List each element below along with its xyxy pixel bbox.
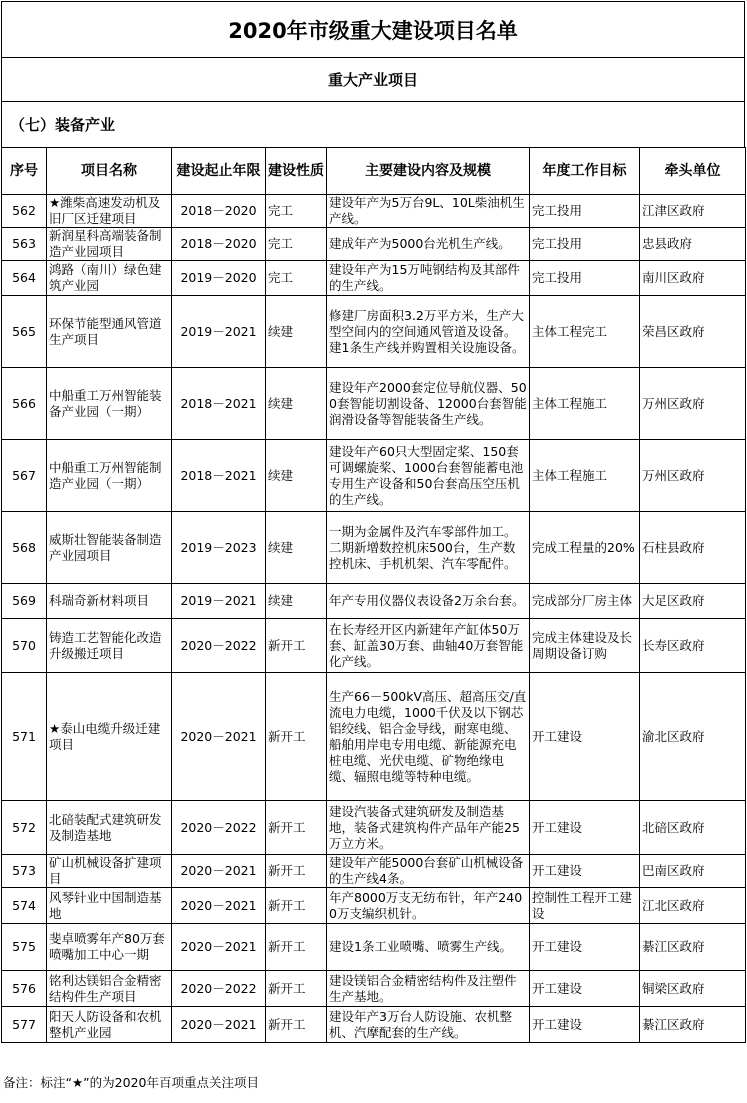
row-no: 566 xyxy=(2,368,47,440)
row-period: 2019－2023 xyxy=(172,512,266,584)
row-unit: 南川区政府 xyxy=(640,261,746,296)
row-content: 建设年产能5000台套矿山机械设备的生产线4条。 xyxy=(327,855,530,888)
row-goal: 完工投用 xyxy=(530,261,640,296)
row-unit: 巴南区政府 xyxy=(640,855,746,888)
row-nature: 新开工 xyxy=(266,801,327,855)
row-nature: 完工 xyxy=(266,261,327,296)
row-no: 571 xyxy=(2,673,47,801)
row-nature: 续建 xyxy=(266,440,327,512)
row-goal: 主体工程完工 xyxy=(530,296,640,368)
row-unit: 綦江区政府 xyxy=(640,1007,746,1043)
header-no: 序号 xyxy=(2,148,47,195)
row-nature: 新开工 xyxy=(266,971,327,1007)
row-name: 鸿路（南川）绿色建筑产业园 xyxy=(47,261,172,296)
project-table xyxy=(1,147,746,1043)
table-row xyxy=(2,368,746,440)
row-period: 2020－2021 xyxy=(172,673,266,801)
row-period: 2019－2021 xyxy=(172,296,266,368)
row-unit: 荣昌区政府 xyxy=(640,296,746,368)
row-period: 2020－2021 xyxy=(172,855,266,888)
row-no: 576 xyxy=(2,971,47,1007)
row-unit: 长寿区政府 xyxy=(640,619,746,673)
project-list-sheet xyxy=(1,1,745,1043)
row-goal: 完成工程量的20% xyxy=(530,512,640,584)
row-content: 建成年产为5000台光机生产线。 xyxy=(327,228,530,261)
row-nature: 新开工 xyxy=(266,1007,327,1043)
row-content: 一期为金属件及汽车零部件加工。二期新增数控机床500台，生产数控机床、手机机架、汽车零配件。 xyxy=(327,512,530,584)
row-goal: 完工投用 xyxy=(530,195,640,228)
row-nature: 续建 xyxy=(266,584,327,619)
row-content: 修建厂房面积3.2万平方米，生产大型空间内的空间通风管道及设备。建1条生产线并购置相关设施设备。 xyxy=(327,296,530,368)
row-name: 威斯壮智能装备制造产业园项目 xyxy=(47,512,172,584)
row-period: 2020－2022 xyxy=(172,971,266,1007)
table-row xyxy=(2,228,746,261)
row-no: 572 xyxy=(2,801,47,855)
row-no: 570 xyxy=(2,619,47,673)
row-content: 建设镁铝合金精密结构件及注塑件生产基地。 xyxy=(327,971,530,1007)
row-no: 575 xyxy=(2,924,47,971)
row-period: 2018－2021 xyxy=(172,368,266,440)
row-unit: 江津区政府 xyxy=(640,195,746,228)
row-goal: 开工建设 xyxy=(530,801,640,855)
row-content: 在长寿经开区内新建年产缸体50万套、缸盖30万套、曲轴40万套智能化产线。 xyxy=(327,619,530,673)
row-name: ★泰山电缆升级迁建项目 xyxy=(47,673,172,801)
row-goal: 完成主体建设及长周期设备订购 xyxy=(530,619,640,673)
section-heading: （七）装备产业 xyxy=(1,101,745,147)
row-no: 574 xyxy=(2,888,47,924)
row-nature: 完工 xyxy=(266,228,327,261)
row-no: 565 xyxy=(2,296,47,368)
row-goal: 开工建设 xyxy=(530,673,640,801)
row-no: 568 xyxy=(2,512,47,584)
document-subtitle: 重大产业项目 xyxy=(1,57,745,101)
row-goal: 开工建设 xyxy=(530,855,640,888)
row-goal: 完成部分厂房主体 xyxy=(530,584,640,619)
row-period: 2018－2021 xyxy=(172,440,266,512)
row-no: 573 xyxy=(2,855,47,888)
header-nature: 建设性质 xyxy=(266,148,327,195)
row-unit: 北碚区政府 xyxy=(640,801,746,855)
row-nature: 续建 xyxy=(266,296,327,368)
row-name: 风琴针业中国制造基地 xyxy=(47,888,172,924)
row-content: 年产专用仪器仪表设备2万余台套。 xyxy=(327,584,530,619)
row-name: 矿山机械设备扩建项目 xyxy=(47,855,172,888)
row-nature: 续建 xyxy=(266,512,327,584)
row-no: 562 xyxy=(2,195,47,228)
row-period: 2020－2021 xyxy=(172,924,266,971)
table-row xyxy=(2,673,746,801)
table-row xyxy=(2,855,746,888)
row-no: 564 xyxy=(2,261,47,296)
row-content: 建设汽装备式建筑研发及制造基地，装备式建筑构件产品年产能25万立方米。 xyxy=(327,801,530,855)
header-name: 项目名称 xyxy=(47,148,172,195)
row-goal: 开工建设 xyxy=(530,1007,640,1043)
header-goal: 年度工作目标 xyxy=(530,148,640,195)
table-row xyxy=(2,584,746,619)
row-nature: 新开工 xyxy=(266,888,327,924)
row-content: 建设年产2000套定位导航仪器、500套智能切割设备、12000台套智能润滑设备等智能装备生产线。 xyxy=(327,368,530,440)
row-content: 年产8000万支无纺布针，年产2400万支编织机针。 xyxy=(327,888,530,924)
row-period: 2018－2020 xyxy=(172,195,266,228)
row-nature: 新开工 xyxy=(266,924,327,971)
row-name: 中船重工万州智能装备产业园（一期） xyxy=(47,368,172,440)
row-unit: 万州区政府 xyxy=(640,368,746,440)
row-unit: 江北区政府 xyxy=(640,888,746,924)
row-content: 建设1条工业喷嘴、喷雾生产线。 xyxy=(327,924,530,971)
row-period: 2020－2022 xyxy=(172,801,266,855)
table-header-row xyxy=(2,148,746,195)
row-period: 2020－2022 xyxy=(172,619,266,673)
table-row xyxy=(2,801,746,855)
row-content: 建设年产3万台人防设施、农机整机、汽摩配套的生产线。 xyxy=(327,1007,530,1043)
row-unit: 石柱县政府 xyxy=(640,512,746,584)
row-nature: 新开工 xyxy=(266,673,327,801)
row-unit: 忠县政府 xyxy=(640,228,746,261)
row-unit: 铜梁区政府 xyxy=(640,971,746,1007)
row-unit: 万州区政府 xyxy=(640,440,746,512)
header-period: 建设起止年限 xyxy=(172,148,266,195)
table-row xyxy=(2,924,746,971)
row-goal: 主体工程施工 xyxy=(530,440,640,512)
row-no: 563 xyxy=(2,228,47,261)
row-period: 2020－2021 xyxy=(172,888,266,924)
row-goal: 主体工程施工 xyxy=(530,368,640,440)
row-name: 斐卓喷雾年产80万套喷嘴加工中心一期 xyxy=(47,924,172,971)
table-row xyxy=(2,971,746,1007)
row-name: 中船重工万州智能制造产业园（一期） xyxy=(47,440,172,512)
row-name: 铭利达镁铝合金精密结构件生产项目 xyxy=(47,971,172,1007)
row-goal: 开工建设 xyxy=(530,971,640,1007)
table-row xyxy=(2,195,746,228)
row-content: 生产66－500kV高压、超高压交/直流电力电缆，1000千伏及以下钢芯铝绞线、铝合金导线，耐寒电缆、船舶用岸电专用电缆、新能源充电桩电缆、光伏电缆、矿物绝缘电缆、辐照电缆等特种电缆。 xyxy=(327,673,530,801)
row-period: 2018－2020 xyxy=(172,228,266,261)
header-unit: 牵头单位 xyxy=(640,148,746,195)
row-content: 建设年产为5万台9L、10L柴油机生产线。 xyxy=(327,195,530,228)
row-unit: 大足区政府 xyxy=(640,584,746,619)
row-no: 577 xyxy=(2,1007,47,1043)
table-row xyxy=(2,888,746,924)
row-nature: 续建 xyxy=(266,368,327,440)
row-name: 环保节能型通风管道生产项目 xyxy=(47,296,172,368)
table-row xyxy=(2,512,746,584)
row-goal: 完工投用 xyxy=(530,228,640,261)
row-nature: 新开工 xyxy=(266,619,327,673)
table-row xyxy=(2,619,746,673)
row-name: 铸造工艺智能化改造升级搬迁项目 xyxy=(47,619,172,673)
table-row xyxy=(2,1007,746,1043)
row-name: 新润星科高端装备制造产业园项目 xyxy=(47,228,172,261)
row-no: 567 xyxy=(2,440,47,512)
table-row xyxy=(2,440,746,512)
table-row xyxy=(2,261,746,296)
row-period: 2020－2021 xyxy=(172,1007,266,1043)
row-no: 569 xyxy=(2,584,47,619)
row-period: 2019－2021 xyxy=(172,584,266,619)
row-content: 建设年产为15万吨钢结构及其部件的生产线。 xyxy=(327,261,530,296)
row-goal: 控制性工程开工建设 xyxy=(530,888,640,924)
row-content: 建设年产60只大型固定桨、150套可调螺旋桨、1000台套智能蓄电池专用生产设备和50台套高压空压机的生产线。 xyxy=(327,440,530,512)
row-period: 2019－2020 xyxy=(172,261,266,296)
row-nature: 新开工 xyxy=(266,855,327,888)
row-nature: 完工 xyxy=(266,195,327,228)
row-goal: 开工建设 xyxy=(530,924,640,971)
row-unit: 綦江区政府 xyxy=(640,924,746,971)
row-unit: 渝北区政府 xyxy=(640,673,746,801)
header-content: 主要建设内容及规模 xyxy=(327,148,530,195)
row-name: ★潍柴高速发动机及旧厂区迁建项目 xyxy=(47,195,172,228)
document-title: 2020年市级重大建设项目名单 xyxy=(1,1,745,57)
row-name: 科瑞奇新材料项目 xyxy=(47,584,172,619)
row-name: 北碚装配式建筑研发及制造基地 xyxy=(47,801,172,855)
row-name: 阳天人防设备和农机整机产业园 xyxy=(47,1007,172,1043)
table-row xyxy=(2,296,746,368)
footnote: 备注：标注“★”的为2020年百项重点关注项目 xyxy=(3,1075,259,1090)
